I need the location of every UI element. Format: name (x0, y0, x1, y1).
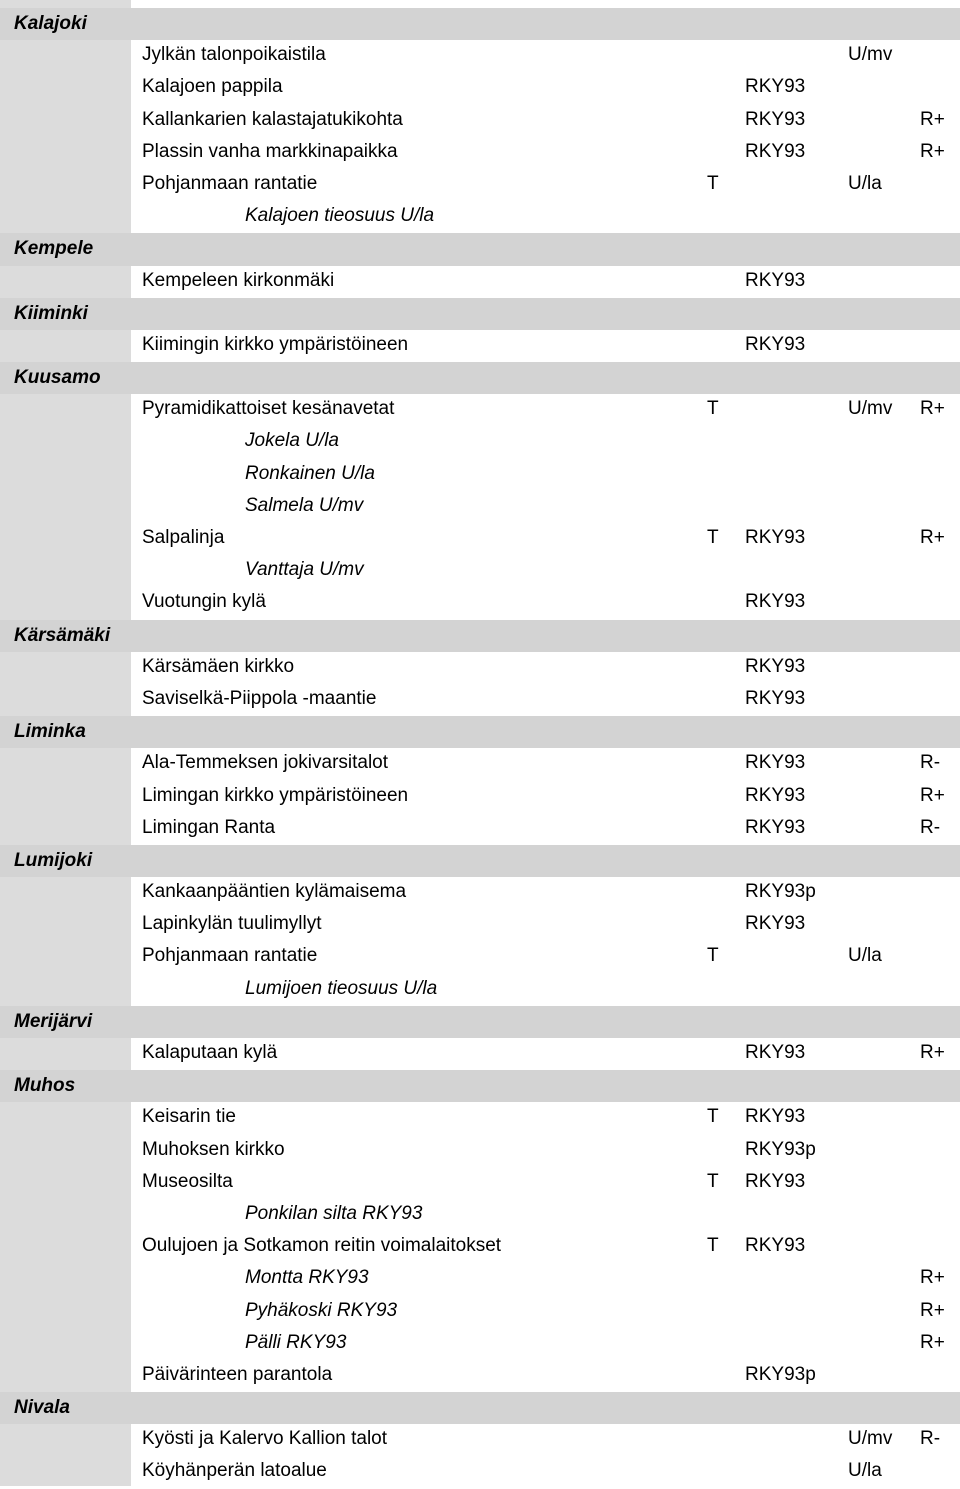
site-name: Ala-Temmeksen jokivarsitalot (142, 752, 389, 774)
tie-mark: T (707, 1170, 719, 1192)
site-name: Saviselkä-Piippola -maantie (142, 687, 377, 709)
municipality-name: Lumijoki (14, 849, 93, 871)
site-row (0, 941, 960, 973)
sub-site-row (0, 491, 960, 523)
rating-mark: R+ (920, 1042, 945, 1063)
site-row (0, 748, 960, 780)
site-row (0, 1102, 960, 1134)
rating-mark: R+ (920, 1267, 945, 1289)
site-name: Köyhänperän latoalue (142, 1460, 327, 1482)
protection-class: U/la (848, 945, 882, 967)
sub-site-row (0, 1263, 960, 1295)
municipality-name: Muhos (14, 1075, 76, 1097)
site-name: Pyramidikattoiset kesänavetat (142, 398, 395, 420)
rky-status: RKY93 (745, 655, 806, 677)
sub-site-row (0, 974, 960, 1006)
sub-site-name: Pyhäkoski RKY93 (245, 1299, 398, 1321)
rating-mark: R- (920, 1428, 941, 1450)
sub-site-row (0, 1199, 960, 1231)
rky-status: RKY93 (745, 1235, 806, 1257)
rating-mark: R- (920, 752, 941, 774)
site-name: Plassin vanha markkinapaikka (142, 140, 398, 162)
rky-status: RKY93 (745, 527, 806, 548)
sub-site-row (0, 1328, 960, 1360)
municipality-name: Liminka (14, 721, 86, 743)
site-row (0, 1135, 960, 1167)
sub-site-row (0, 201, 960, 233)
site-listing-table (0, 8, 960, 1489)
sub-site-name: Ponkilan silta RKY93 (245, 1202, 423, 1224)
site-row (0, 1456, 960, 1488)
rky-status: RKY93 (745, 108, 806, 130)
site-row (0, 1231, 960, 1263)
sub-site-name: Vanttaja U/mv (245, 559, 364, 581)
rky-status: RKY93 (745, 140, 806, 162)
rating-mark: R+ (920, 527, 945, 548)
site-name: Oulujoen ja Sotkamon reitin voimalaitokset (142, 1235, 502, 1257)
municipality-name: Kärsämäki (14, 624, 111, 646)
rky-status: RKY93 (745, 333, 806, 355)
rating-mark: R+ (920, 1331, 945, 1353)
site-name: Kallankarien kalastajatukikohta (142, 108, 403, 130)
rky-status: RKY93 (745, 1106, 806, 1128)
sub-site-name: Salmela U/mv (245, 494, 364, 516)
rating-mark: R+ (920, 140, 945, 162)
municipality-name: Kuusamo (14, 367, 101, 389)
site-row (0, 394, 960, 426)
site-name: Limingan Ranta (142, 816, 276, 838)
municipality-name: Nivala (14, 1397, 70, 1419)
site-row (0, 1360, 960, 1392)
site-row (0, 684, 960, 716)
rky-status: RKY93 (745, 1042, 806, 1063)
rky-status: RKY93 (745, 591, 806, 613)
site-name: Keisarin tie (142, 1106, 236, 1128)
municipality-name: Merijärvi (14, 1010, 93, 1032)
protection-class: U/mv (848, 44, 893, 66)
site-row (0, 1038, 960, 1070)
rating-mark: R+ (920, 108, 945, 130)
municipality-header (0, 8, 960, 40)
site-row (0, 137, 960, 169)
site-row (0, 909, 960, 941)
site-name: Kyösti ja Kalervo Kallion talot (142, 1428, 388, 1450)
sub-site-name: Ronkainen U/la (245, 462, 375, 484)
sub-site-row (0, 1296, 960, 1328)
site-name: Kalaputaan kylä (142, 1042, 278, 1063)
site-row (0, 813, 960, 845)
municipality-header (0, 845, 960, 877)
tie-mark: T (707, 398, 719, 420)
rky-status: RKY93 (745, 269, 806, 291)
rky-status: RKY93p (745, 881, 816, 903)
protection-class: U/la (848, 1460, 882, 1482)
site-row (0, 877, 960, 909)
site-row (0, 587, 960, 619)
rating-mark: R+ (920, 398, 945, 420)
site-row (0, 781, 960, 813)
site-row (0, 330, 960, 362)
site-row (0, 169, 960, 201)
site-row (0, 72, 960, 104)
tie-mark: T (707, 1106, 719, 1128)
site-name: Limingan kirkko ympäristöineen (142, 784, 409, 806)
municipality-header (0, 1392, 960, 1424)
municipality-header (0, 1070, 960, 1102)
site-row (0, 40, 960, 72)
municipality-header (0, 1006, 960, 1038)
rky-status: RKY93p (745, 1138, 816, 1160)
site-name: Vuotungin kylä (142, 591, 266, 613)
rky-status: RKY93 (745, 816, 806, 838)
site-name: Muhoksen kirkko (142, 1138, 285, 1160)
sub-site-name: Jokela U/la (245, 430, 339, 452)
municipality-name: Kiiminki (14, 302, 88, 324)
tie-mark: T (707, 527, 719, 548)
sub-site-name: Montta RKY93 (245, 1267, 369, 1289)
rky-status: RKY93 (745, 784, 806, 806)
site-row (0, 266, 960, 298)
protection-class: U/mv (848, 398, 893, 420)
municipality-header (0, 362, 960, 394)
site-row (0, 1424, 960, 1456)
sub-site-row (0, 426, 960, 458)
site-name: Jylkän talonpoikaistila (142, 44, 326, 66)
site-name: Kärsämäen kirkko (142, 655, 295, 677)
sub-site-name: Kalajoen tieosuus U/la (245, 205, 435, 227)
rating-mark: R- (920, 816, 941, 838)
site-name: Museosilta (142, 1170, 233, 1192)
municipality-header (0, 716, 960, 748)
rky-status: RKY93 (745, 687, 806, 709)
rating-mark: R+ (920, 1299, 945, 1321)
tie-mark: T (707, 172, 719, 194)
sub-site-row (0, 459, 960, 491)
municipality-name: Kempele (14, 238, 94, 260)
site-row (0, 105, 960, 137)
rating-mark: R+ (920, 784, 945, 806)
site-name: Lapinkylän tuulimyllyt (142, 913, 322, 935)
site-name: Pohjanmaan rantatie (142, 172, 318, 194)
municipality-name: Kalajoki (14, 13, 87, 34)
tie-mark: T (707, 1235, 719, 1257)
rky-status: RKY93 (745, 913, 806, 935)
tie-mark: T (707, 945, 719, 967)
site-name: Pohjanmaan rantatie (142, 945, 318, 967)
rky-status: RKY93 (745, 1170, 806, 1192)
municipality-header (0, 298, 960, 330)
sub-site-name: Pälli RKY93 (245, 1331, 347, 1353)
sub-site-row (0, 555, 960, 587)
protection-class: U/mv (848, 1428, 893, 1450)
protection-class: U/la (848, 172, 882, 194)
site-row (0, 523, 960, 555)
site-name: Päivärinteen parantola (142, 1363, 333, 1385)
site-row (0, 1167, 960, 1199)
site-name: Kankaanpääntien kylämaisema (142, 881, 407, 903)
site-name: Salpalinja (142, 527, 225, 548)
sub-site-name: Lumijoen tieosuus U/la (245, 977, 438, 999)
municipality-header (0, 233, 960, 265)
site-name: Kiimingin kirkko ympäristöineen (142, 333, 409, 355)
rky-status: RKY93 (745, 752, 806, 774)
municipality-header (0, 620, 960, 652)
site-name: Kempeleen kirkonmäki (142, 269, 335, 291)
site-row (0, 652, 960, 684)
site-name: Kalajoen pappila (142, 76, 283, 98)
rky-status: RKY93p (745, 1363, 816, 1385)
rky-status: RKY93 (745, 76, 806, 98)
